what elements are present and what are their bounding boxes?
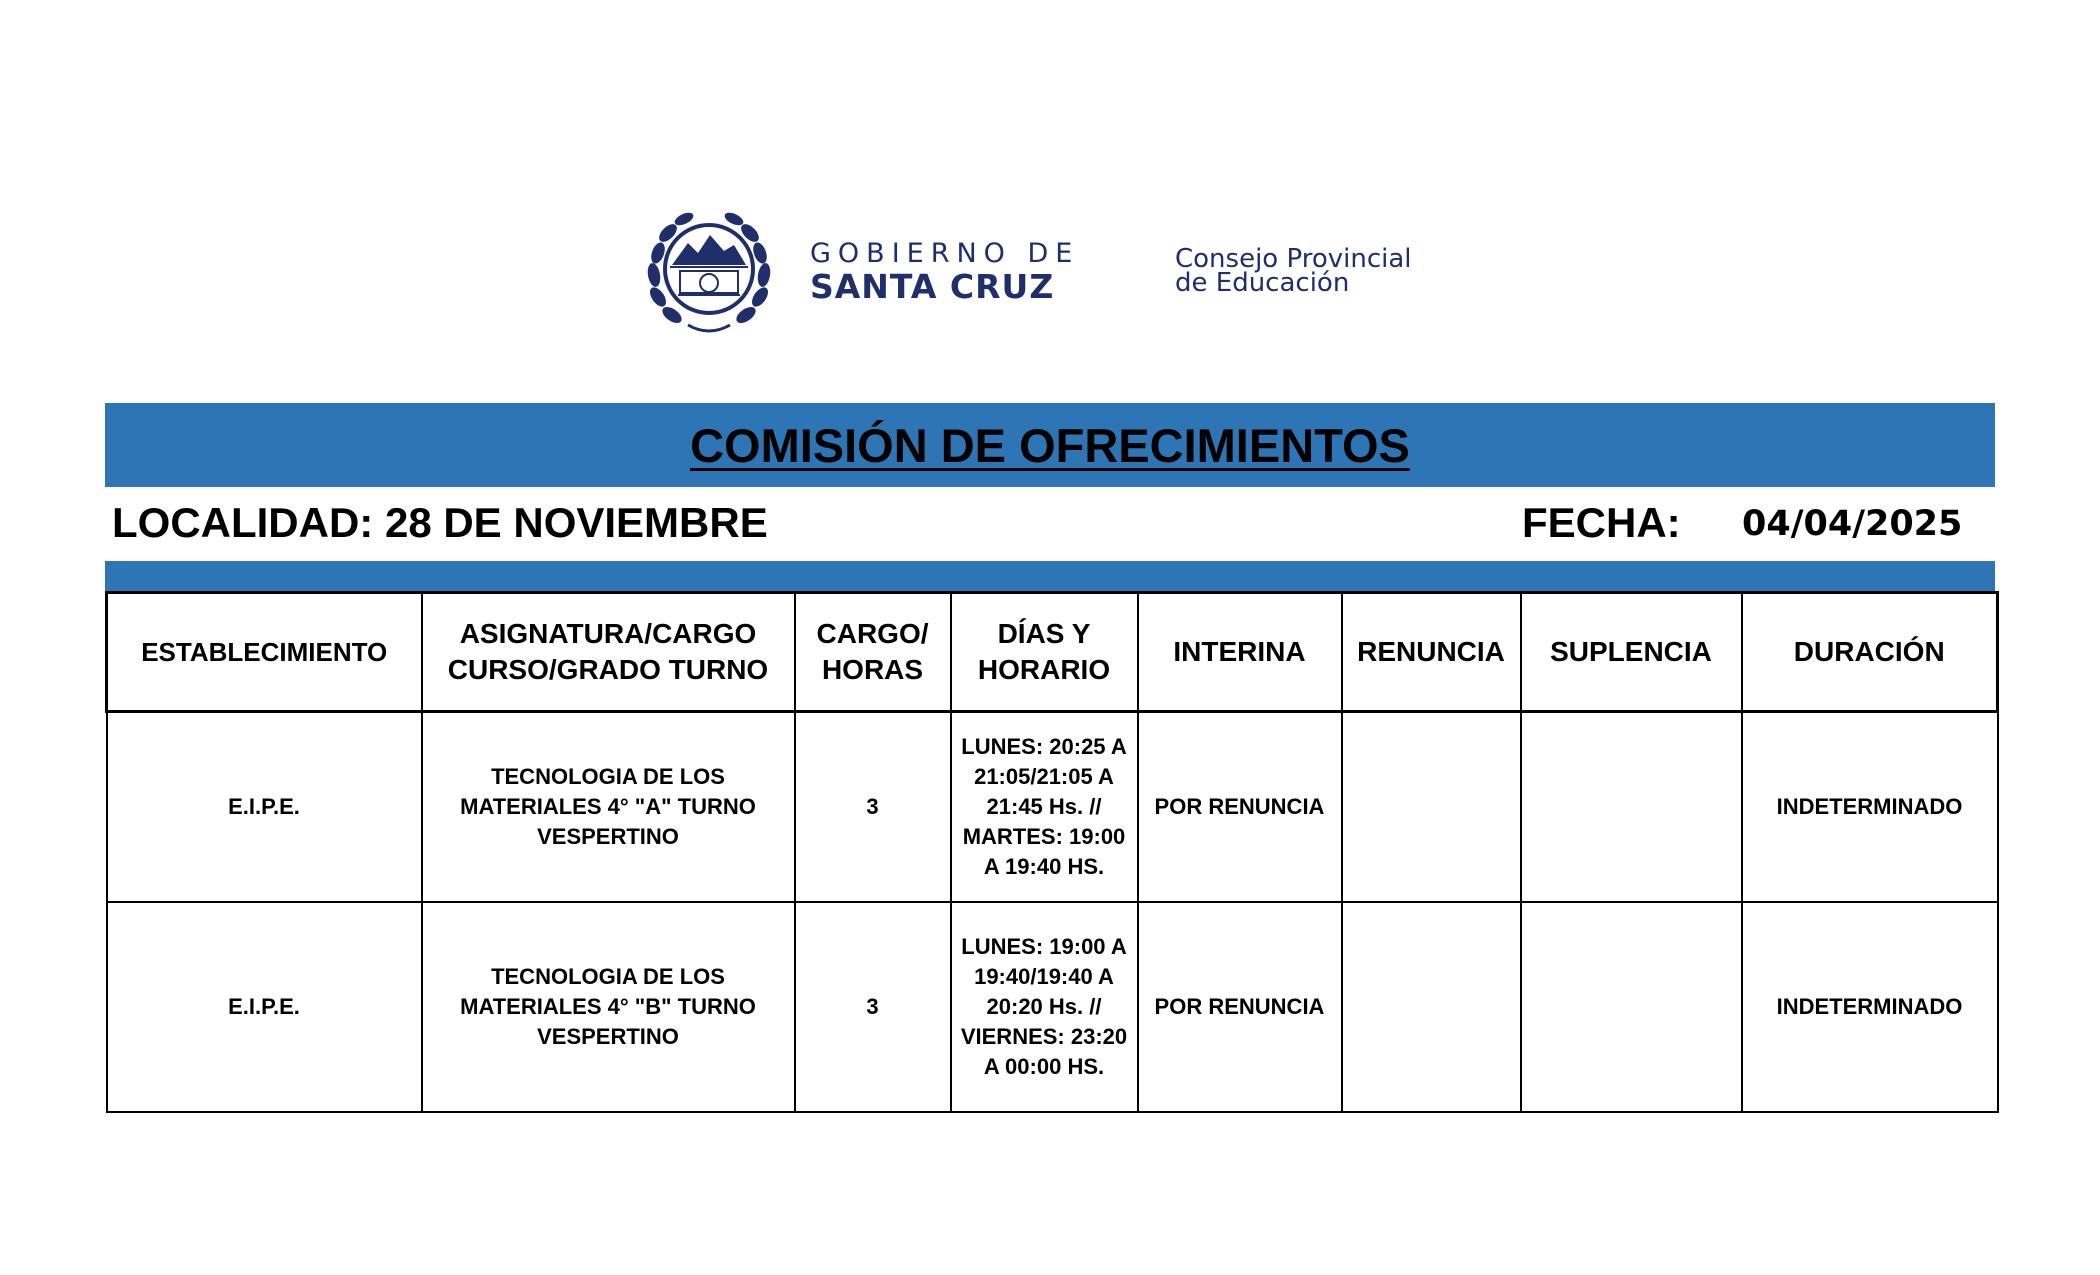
header-cargo-horas: CARGO/ HORAS <box>795 593 951 712</box>
cell-interina: POR RENUNCIA <box>1138 902 1342 1112</box>
cell-suplencia <box>1521 712 1742 903</box>
page-title: COMISIÓN DE OFRECIMIENTOS <box>690 418 1410 472</box>
header-suplencia: SUPLENCIA <box>1521 593 1742 712</box>
table-header-row <box>107 593 1998 712</box>
gov-line2: SANTA CRUZ <box>810 267 1055 306</box>
santa-cruz-coat-of-arms-icon <box>640 205 778 335</box>
header-renuncia: RENUNCIA <box>1342 593 1521 712</box>
fecha-label: FECHA: <box>1522 499 1681 546</box>
table-row <box>107 712 1998 903</box>
cell-horas: 3 <box>795 902 951 1112</box>
header-logos <box>640 205 1480 340</box>
cell-duracion: INDETERMINADO <box>1742 902 1998 1112</box>
cell-renuncia <box>1342 712 1521 903</box>
header-interina: INTERINA <box>1138 593 1342 712</box>
cell-establecimiento: E.I.P.E. <box>107 712 422 903</box>
offers-table <box>105 591 1999 1113</box>
cell-duracion: INDETERMINADO <box>1742 712 1998 903</box>
gov-line1: GOBIERNO DE <box>810 238 1080 269</box>
cell-establecimiento: E.I.P.E. <box>107 902 422 1112</box>
header-duracion: DURACIÓN <box>1742 593 1998 712</box>
localidad-label: LOCALIDAD: 28 DE NOVIEMBRE <box>112 499 768 546</box>
consejo-line2: de Educación <box>1175 268 1350 298</box>
header-asignatura: ASIGNATURA/CARGO CURSO/GRADO TURNO <box>422 593 795 712</box>
consejo-line1: Consejo Provincial <box>1175 244 1412 274</box>
title-bar <box>105 403 1995 487</box>
cell-suplencia <box>1521 902 1742 1112</box>
cell-horario: LUNES: 20:25 A 21:05/21:05 A 21:45 Hs. // MARTES: 19:00 A 19:40 HS. <box>951 712 1138 903</box>
government-logo-text <box>810 240 1130 304</box>
table-row <box>107 902 1998 1112</box>
header-dias-horario: DÍAS Y HORARIO <box>951 593 1138 712</box>
cell-horas: 3 <box>795 712 951 903</box>
cell-renuncia <box>1342 902 1521 1112</box>
cell-asignatura: TECNOLOGIA DE LOS MATERIALES 4° "B" TURNO VESPERTINO <box>422 902 795 1112</box>
blue-divider <box>105 561 1995 591</box>
cell-interina: POR RENUNCIA <box>1138 712 1342 903</box>
consejo-logo-text <box>1175 244 1495 298</box>
header-establecimiento: ESTABLECIMIENTO <box>107 593 422 712</box>
cell-asignatura: TECNOLOGIA DE LOS MATERIALES 4° "A" TURNO VESPERTINO <box>422 712 795 903</box>
cell-horario: LUNES: 19:00 A 19:40/19:40 A 20:20 Hs. // VIERNES: 23:20 A 00:00 HS. <box>951 902 1138 1112</box>
fecha-value: 04/04/2025 <box>1742 504 1963 544</box>
